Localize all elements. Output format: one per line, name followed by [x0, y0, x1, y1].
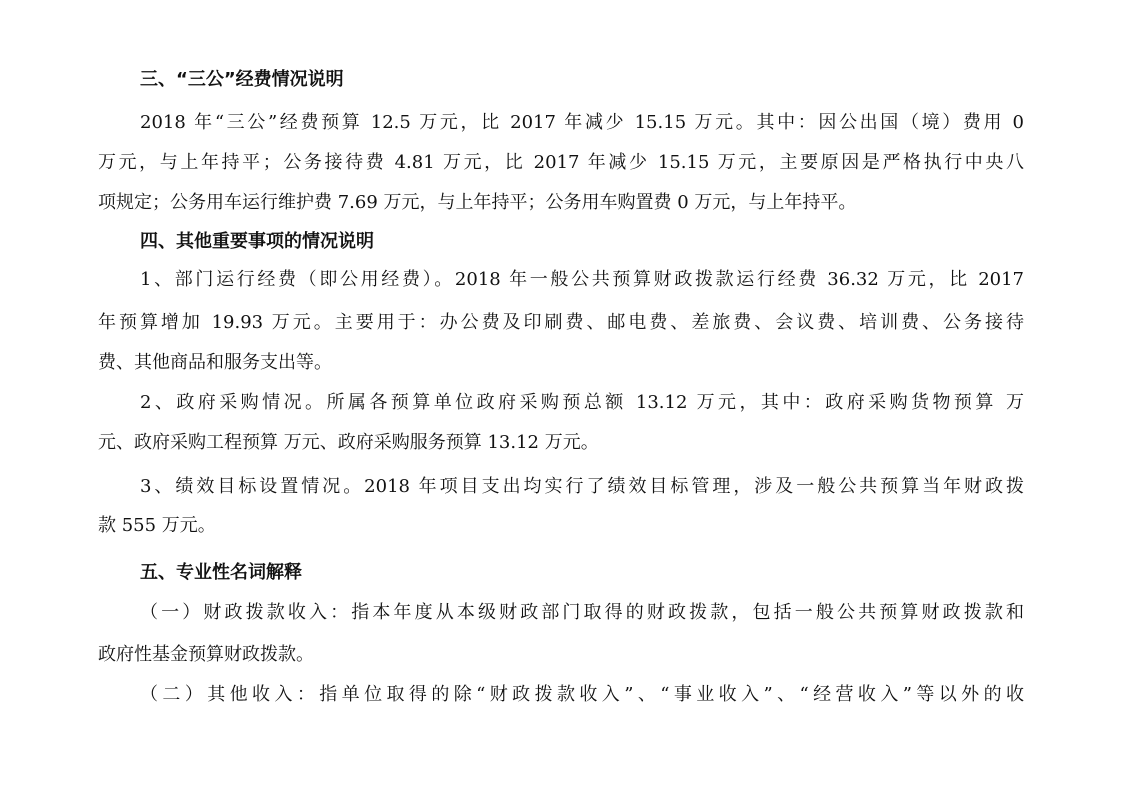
paragraph-line: 元、政府采购工程预算 万元、政府采购服务预算 13.12 万元。 [98, 432, 599, 453]
paragraph-line: 2、政府采购情况。所属各预算单位政府采购预总额 13.12 万元，其中：政府采购货物预算 万 [140, 392, 1024, 413]
paragraph-line: 万元，与上年持平；公务接待费 4.81 万元，比 2017 年减少 15.15 万元，主要原因是严格执行中央八 [98, 152, 1024, 173]
paragraph-line: 项规定；公务用车运行维护费 7.69 万元，与上年持平；公务用车购置费 0 万元，与上年持平。 [98, 192, 857, 213]
paragraph-line: 费、其他商品和服务支出等。 [98, 352, 332, 373]
paragraph-line: 3、绩效目标设置情况。2018 年项目支出均实行了绩效目标管理，涉及一般公共预算当年财政拨 [140, 476, 1024, 497]
section-heading-three-public: 三、“三公”经费情况说明 [140, 69, 344, 90]
paragraph-line: 年预算增加 19.93 万元。主要用于：办公费及印刷费、邮电费、差旅费、会议费、培训费、公务接待 [98, 312, 1024, 333]
paragraph-line: 2018 年“三公”经费预算 12.5 万元，比 2017 年减少 15.15 万元。其中：因公出国（境）费用 0 [140, 112, 1024, 133]
paragraph-line: 政府性基金预算财政拨款。 [98, 644, 314, 665]
section-heading-other-matters: 四、其他重要事项的情况说明 [140, 231, 374, 252]
paragraph-line: （二）其他收入：指单位取得的除“财政拨款收入”、“事业收入”、“经营收入”等以外的收 [140, 684, 1024, 705]
paragraph-line: 1、部门运行经费（即公用经费）。2018 年一般公共预算财政拨款运行经费 36.32 万元，比 2017 [140, 269, 1024, 290]
paragraph-line: 款 555 万元。 [98, 515, 216, 536]
paragraph-line: （一）财政拨款收入：指本年度从本级财政部门取得的财政拨款，包括一般公共预算财政拨款和 [140, 602, 1024, 623]
section-heading-terms: 五、专业性名词解释 [140, 562, 302, 583]
